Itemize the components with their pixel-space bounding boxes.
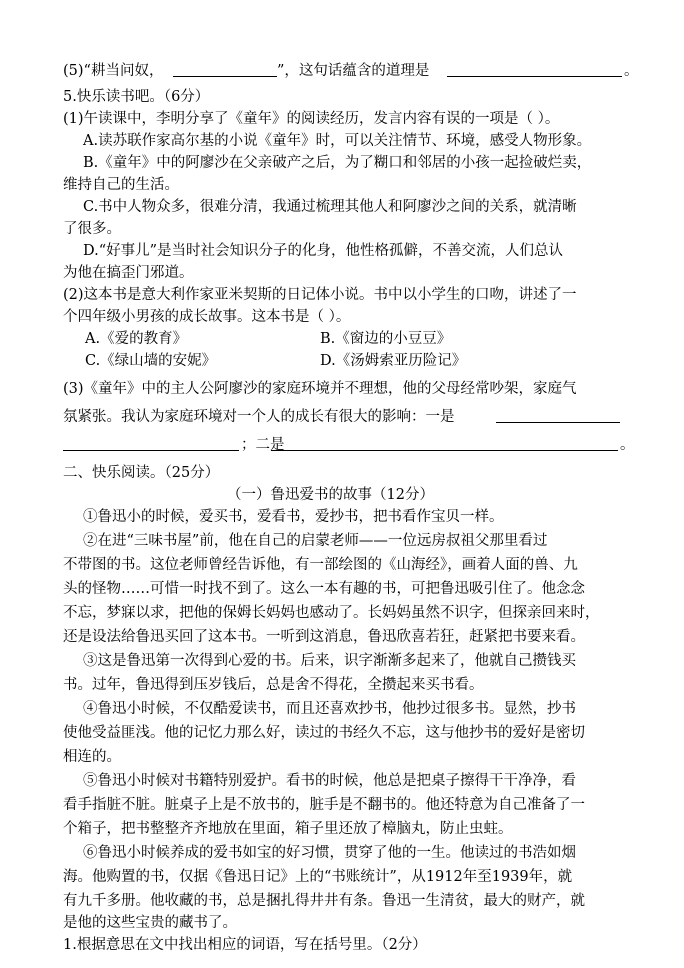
passage-text: 个箱子，把书整整齐齐地放在里面，箱子里还放了樟脑丸，防止虫蛀。 bbox=[63, 821, 513, 837]
passage-text: ⑥鲁迅小时候养成的爱书如宝的好习惯，贯穿了他的一生。他读过的书浩如烟 bbox=[83, 845, 576, 861]
passage-line bbox=[0, 578, 684, 600]
passage-text: 头的怪物……可惜一时找不到了。这么一本有趣的书，可把鲁迅吸引住了。他念念 bbox=[63, 581, 585, 597]
question-line bbox=[0, 934, 684, 956]
option-text: 维持自己的生活。 bbox=[63, 177, 179, 193]
passage-line bbox=[0, 794, 684, 816]
passage-line bbox=[0, 602, 684, 624]
question-text: 氛紧张。我认为家庭环境对一个人的成长有很大的影响：一是 bbox=[63, 409, 455, 425]
option-line bbox=[0, 218, 684, 240]
question-text: 。 bbox=[620, 437, 635, 453]
option-row bbox=[0, 328, 684, 350]
question-line bbox=[0, 60, 684, 82]
passage-text: 使他受益匪浅。他的记忆力那么好，读过的书经久不忘，这与他抄书的爱好是密切 bbox=[63, 725, 585, 741]
passage-line bbox=[0, 912, 684, 934]
question-line bbox=[0, 108, 684, 130]
answer-blank[interactable] bbox=[271, 450, 618, 451]
passage-line bbox=[0, 842, 684, 864]
question-text: (3)《童年》中的主人公阿廖沙的家庭环境并不理想，他的父母经常吵架，家庭气 bbox=[63, 381, 577, 397]
passage-text: 是他的这些宝贵的藏书了。 bbox=[63, 915, 237, 931]
passage-line bbox=[0, 770, 684, 792]
question-line bbox=[0, 284, 684, 306]
passage-line bbox=[0, 698, 684, 720]
passage-line bbox=[0, 506, 684, 528]
passage-title-text: （一）鲁迅爱书的故事（12分） bbox=[227, 487, 434, 503]
passage-text: 还是设法给鲁迅买回了这本书。一听到这消息，鲁迅欣喜若狂，赶紧把书要来看。 bbox=[63, 629, 585, 645]
option-text: C.书中人物众多，很难分清，我通过梳理其他人和阿廖沙之间的关系，就清晰 bbox=[83, 199, 577, 215]
passage-title bbox=[0, 484, 684, 506]
question-text: ”，这句话蕴含的道理是 bbox=[277, 63, 430, 79]
question-text: 。 bbox=[624, 63, 639, 79]
passage-line bbox=[0, 554, 684, 576]
passage-line bbox=[0, 722, 684, 744]
option-line bbox=[0, 174, 684, 196]
question-text: ；二是 bbox=[241, 437, 285, 453]
option-a: A.《爱的教育》 bbox=[85, 331, 188, 347]
passage-line bbox=[0, 626, 684, 648]
option-text: 了很多。 bbox=[63, 221, 121, 237]
passage-line bbox=[0, 818, 684, 840]
option-text: A.读苏联作家高尔基的小说《童年》时，可以关注情节、环境，感受人物形象。 bbox=[83, 133, 592, 149]
passage-text: 看手指脏不脏。脏桌子上是不放书的，脏手是不翻书的。他还特意为自己准备了一 bbox=[63, 797, 585, 813]
answer-blank[interactable] bbox=[496, 422, 620, 423]
passage-line bbox=[0, 530, 684, 552]
answer-blank[interactable] bbox=[447, 76, 622, 77]
question-text: (2)这本书是意大利作家亚米契斯的日记体小说。书中以小学生的口吻，讲述了一 bbox=[63, 287, 577, 303]
passage-text: 不忘，梦寐以求，把他的保姆长妈妈也感动了。长妈妈虽然不识字，但探亲回来时， bbox=[63, 605, 600, 621]
question-text: (1)午读课中，李明分享了《童年》的阅读经历，发言内容有误的一项是（ ）。 bbox=[63, 111, 560, 127]
passage-text: ①鲁迅小的时候，爱买书，爱看书，爱抄书，把书看作宝贝一样。 bbox=[83, 509, 504, 525]
question-line bbox=[0, 434, 684, 456]
passage-line bbox=[0, 866, 684, 888]
option-text: D.“好事儿”是当时社会知识分子的化身，他性格孤僻，不善交流，人们总认 bbox=[83, 243, 564, 259]
passage-text: 有九千多册。他收藏的书，总是捆扎得井井有条。鲁迅一生清贫，最大的财产，就 bbox=[63, 893, 585, 909]
passage-line bbox=[0, 890, 684, 912]
question-line bbox=[0, 406, 684, 428]
option-text: 为他在搞歪门邪道。 bbox=[63, 265, 194, 281]
option-line bbox=[0, 262, 684, 284]
section-heading bbox=[0, 86, 684, 108]
option-row bbox=[0, 350, 684, 372]
heading-text: 5.快乐读书吧。（6分） bbox=[63, 89, 210, 105]
section-heading bbox=[0, 462, 684, 484]
option-line bbox=[0, 196, 684, 218]
passage-text: 不带图的书。这位老师曾经告诉他，有一部绘图的《山海经》，画着人面的兽、九 bbox=[63, 557, 578, 573]
option-text: B.《童年》中的阿廖沙在父亲破产之后，为了糊口和邻居的小孩一起捡破烂卖， bbox=[83, 155, 592, 171]
passage-line bbox=[0, 746, 684, 768]
passage-text: ④鲁迅小时候，不仅酷爱读书，而且还喜欢抄书，他抄过很多书。显然，抄书 bbox=[83, 701, 576, 717]
option-line bbox=[0, 152, 684, 174]
passage-line bbox=[0, 674, 684, 696]
passage-text: ②在进“三味书屋”前，他在自己的启蒙老师——一位远房叔祖父那里看过 bbox=[83, 533, 548, 549]
answer-blank[interactable] bbox=[173, 76, 277, 77]
question-line bbox=[0, 378, 684, 400]
passage-text: 书。过年，鲁迅得到压岁钱后，总是舍不得花，全攒起来买书看。 bbox=[63, 677, 484, 693]
question-text: 个四年级小男孩的成长故事。这本书是（ ）。 bbox=[63, 309, 351, 325]
passage-text: ③这是鲁迅第一次得到心爱的书。后来，识字渐渐多起来了，他就自己攒钱买 bbox=[83, 653, 576, 669]
passage-text: 相连的。 bbox=[63, 749, 121, 765]
question-text: 1.根据意思在文中找出相应的词语，写在括号里。（2分） bbox=[63, 937, 427, 953]
option-line bbox=[0, 130, 684, 152]
passage-text: 海。他购置的书，仅据《鲁迅日记》上的“书账统计”，从1912年至1939年，就 bbox=[63, 869, 573, 885]
option-c: C.《绿山墙的安妮》 bbox=[85, 353, 217, 369]
option-line bbox=[0, 240, 684, 262]
passage-text: ⑤鲁迅小时候对书籍特别爱护。看书的时候，他总是把桌子擦得干干净净，看 bbox=[83, 773, 576, 789]
passage-line bbox=[0, 650, 684, 672]
question-line bbox=[0, 306, 684, 328]
option-b: B.《窗边的小豆豆》 bbox=[320, 331, 452, 347]
question-text: (5)“耕当问奴， bbox=[63, 63, 164, 79]
option-d: D.《汤姆索亚历险记》 bbox=[320, 353, 467, 369]
heading-text: 二、快乐阅读。（25分） bbox=[63, 465, 220, 481]
answer-blank[interactable] bbox=[63, 450, 239, 451]
